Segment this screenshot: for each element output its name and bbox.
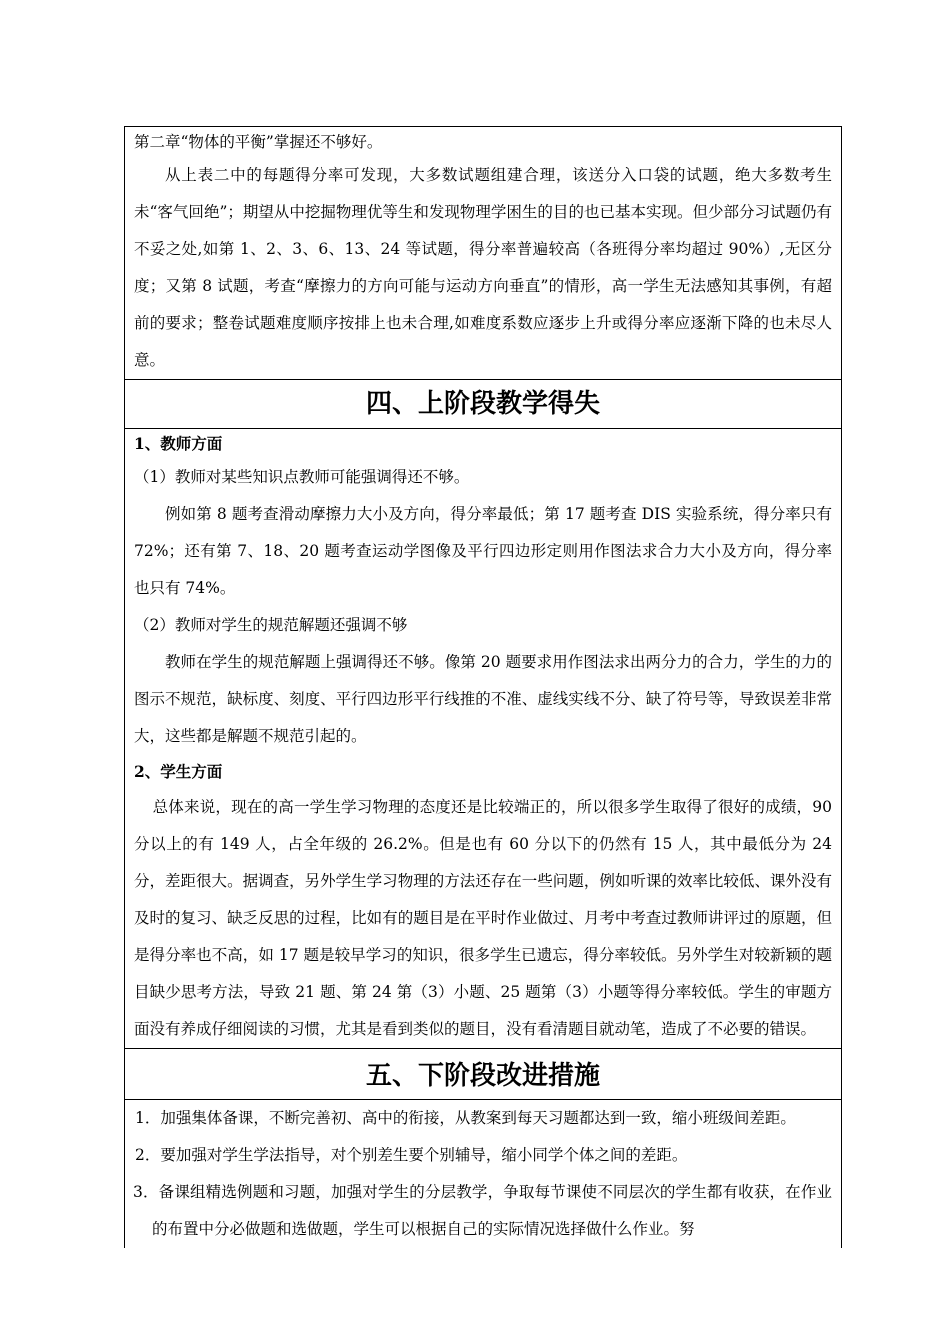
paragraph: 第二章“物体的平衡”掌握还不够好。 (134, 133, 383, 151)
paragraph: 例如第 8 题考查滑动摩擦力大小及方向，得分率最低；第 17 题考查 DIS 实验系统，得分率只有 72%；还有第 7、18、20 题考查运动学图像及平行四边形定则用作图法求合力大小及方向，得分率也只有 74%。 (134, 505, 832, 597)
subheading: （1）教师对某些知识点教师可能强调得还不够。 (134, 468, 470, 486)
paragraph: 教师在学生的规范解题上强调得还不够。像第 20 题要求用作图法求出两分力的合力，学生的力的图示不规范，缺标度、刻度、平行四边形平行线推的不准、虚线实线不分、缺了符号等，导致误差非常大，这些都是解题不规范引起的。 (134, 653, 832, 745)
teaching-review-cell (124, 428, 842, 1048)
analysis-cell (124, 126, 842, 379)
improvement-cell (124, 1099, 842, 1248)
subheading: （2）教师对学生的规范解题还强调不够 (134, 616, 408, 634)
paragraph: 总体来说，现在的高一学生学习物理的态度还是比较端正的，所以很多学生取得了很好的成绩，90 分以上的有 149 人，占全年级的 26.2%。但是也有 60 分以下的仍然有 15 人，其中最低分为 24 分，差距很大。据调查，另外学生学习物理的方法还存在一些问题，例如听课的效率比较低、课外没有及时的复习、缺乏反思的过程，比如有的题目是在平时作业做过、月考中考查过教师讲评过的原题，但是得分率也不高，如 17 题是较早学习的知识，很多学生已遗忘，得分率较低。另外学生对较新颖的题目缺少思考方法，导致 21 题、第 24 第（3）小题、25 题第（3）小题等得分率较低。学生的审题方面没有养成仔细阅读的习惯，尤其是看到类似的题目，没有看清题目就动笔，造成了不必要的错误。 (134, 798, 832, 1038)
subheading: 1、教师方面 (134, 434, 223, 453)
paragraph: 从上表二中的每题得分率可发现，大多数试题组建合理，该送分入口袋的试题，绝大多数考生未“客气回绝”；期望从中挖掘物理优等生和发现物理学困生的目的也已基本实现。但少部分习试题仍有不妥之处,如第 1、2、3、6、13、24 等试题，得分率普遍较高（各班得分率均超过 90%）,无区分度；又第 8 试题，考查“摩擦力的方向可能与运动方向垂直”的情形，高一学生无法感知其事例，有超前的要求；整卷试题难度顺序按排上也未合理,如难度系数应逐步上升或得分率应逐渐下降的也未尽人意。 (134, 166, 832, 369)
list-item: 3．备课组精选例题和习题，加强对学生的分层教学，争取每节课使不同层次的学生都有收获，在作业的布置中分必做题和选做题，学生可以根据自己的实际情况选择做什么作业。努 (133, 1183, 832, 1238)
section-heading-cell (124, 1048, 842, 1099)
section-heading-cell (124, 379, 842, 428)
list-item: 2．要加强对学生学法指导，对个别差生要个别辅导，缩小同学个体之间的差距。 (135, 1146, 688, 1164)
subheading: 2、学生方面 (134, 762, 223, 781)
document-table (124, 126, 842, 1248)
section-title: 五、下阶段改进措施 (365, 1061, 600, 1091)
list-item: 1．加强集体备课，不断完善初、高中的衔接，从教案到每天习题都达到一致，缩小班级间差距。 (135, 1109, 796, 1127)
section-title: 四、上阶段教学得失 (365, 389, 600, 419)
